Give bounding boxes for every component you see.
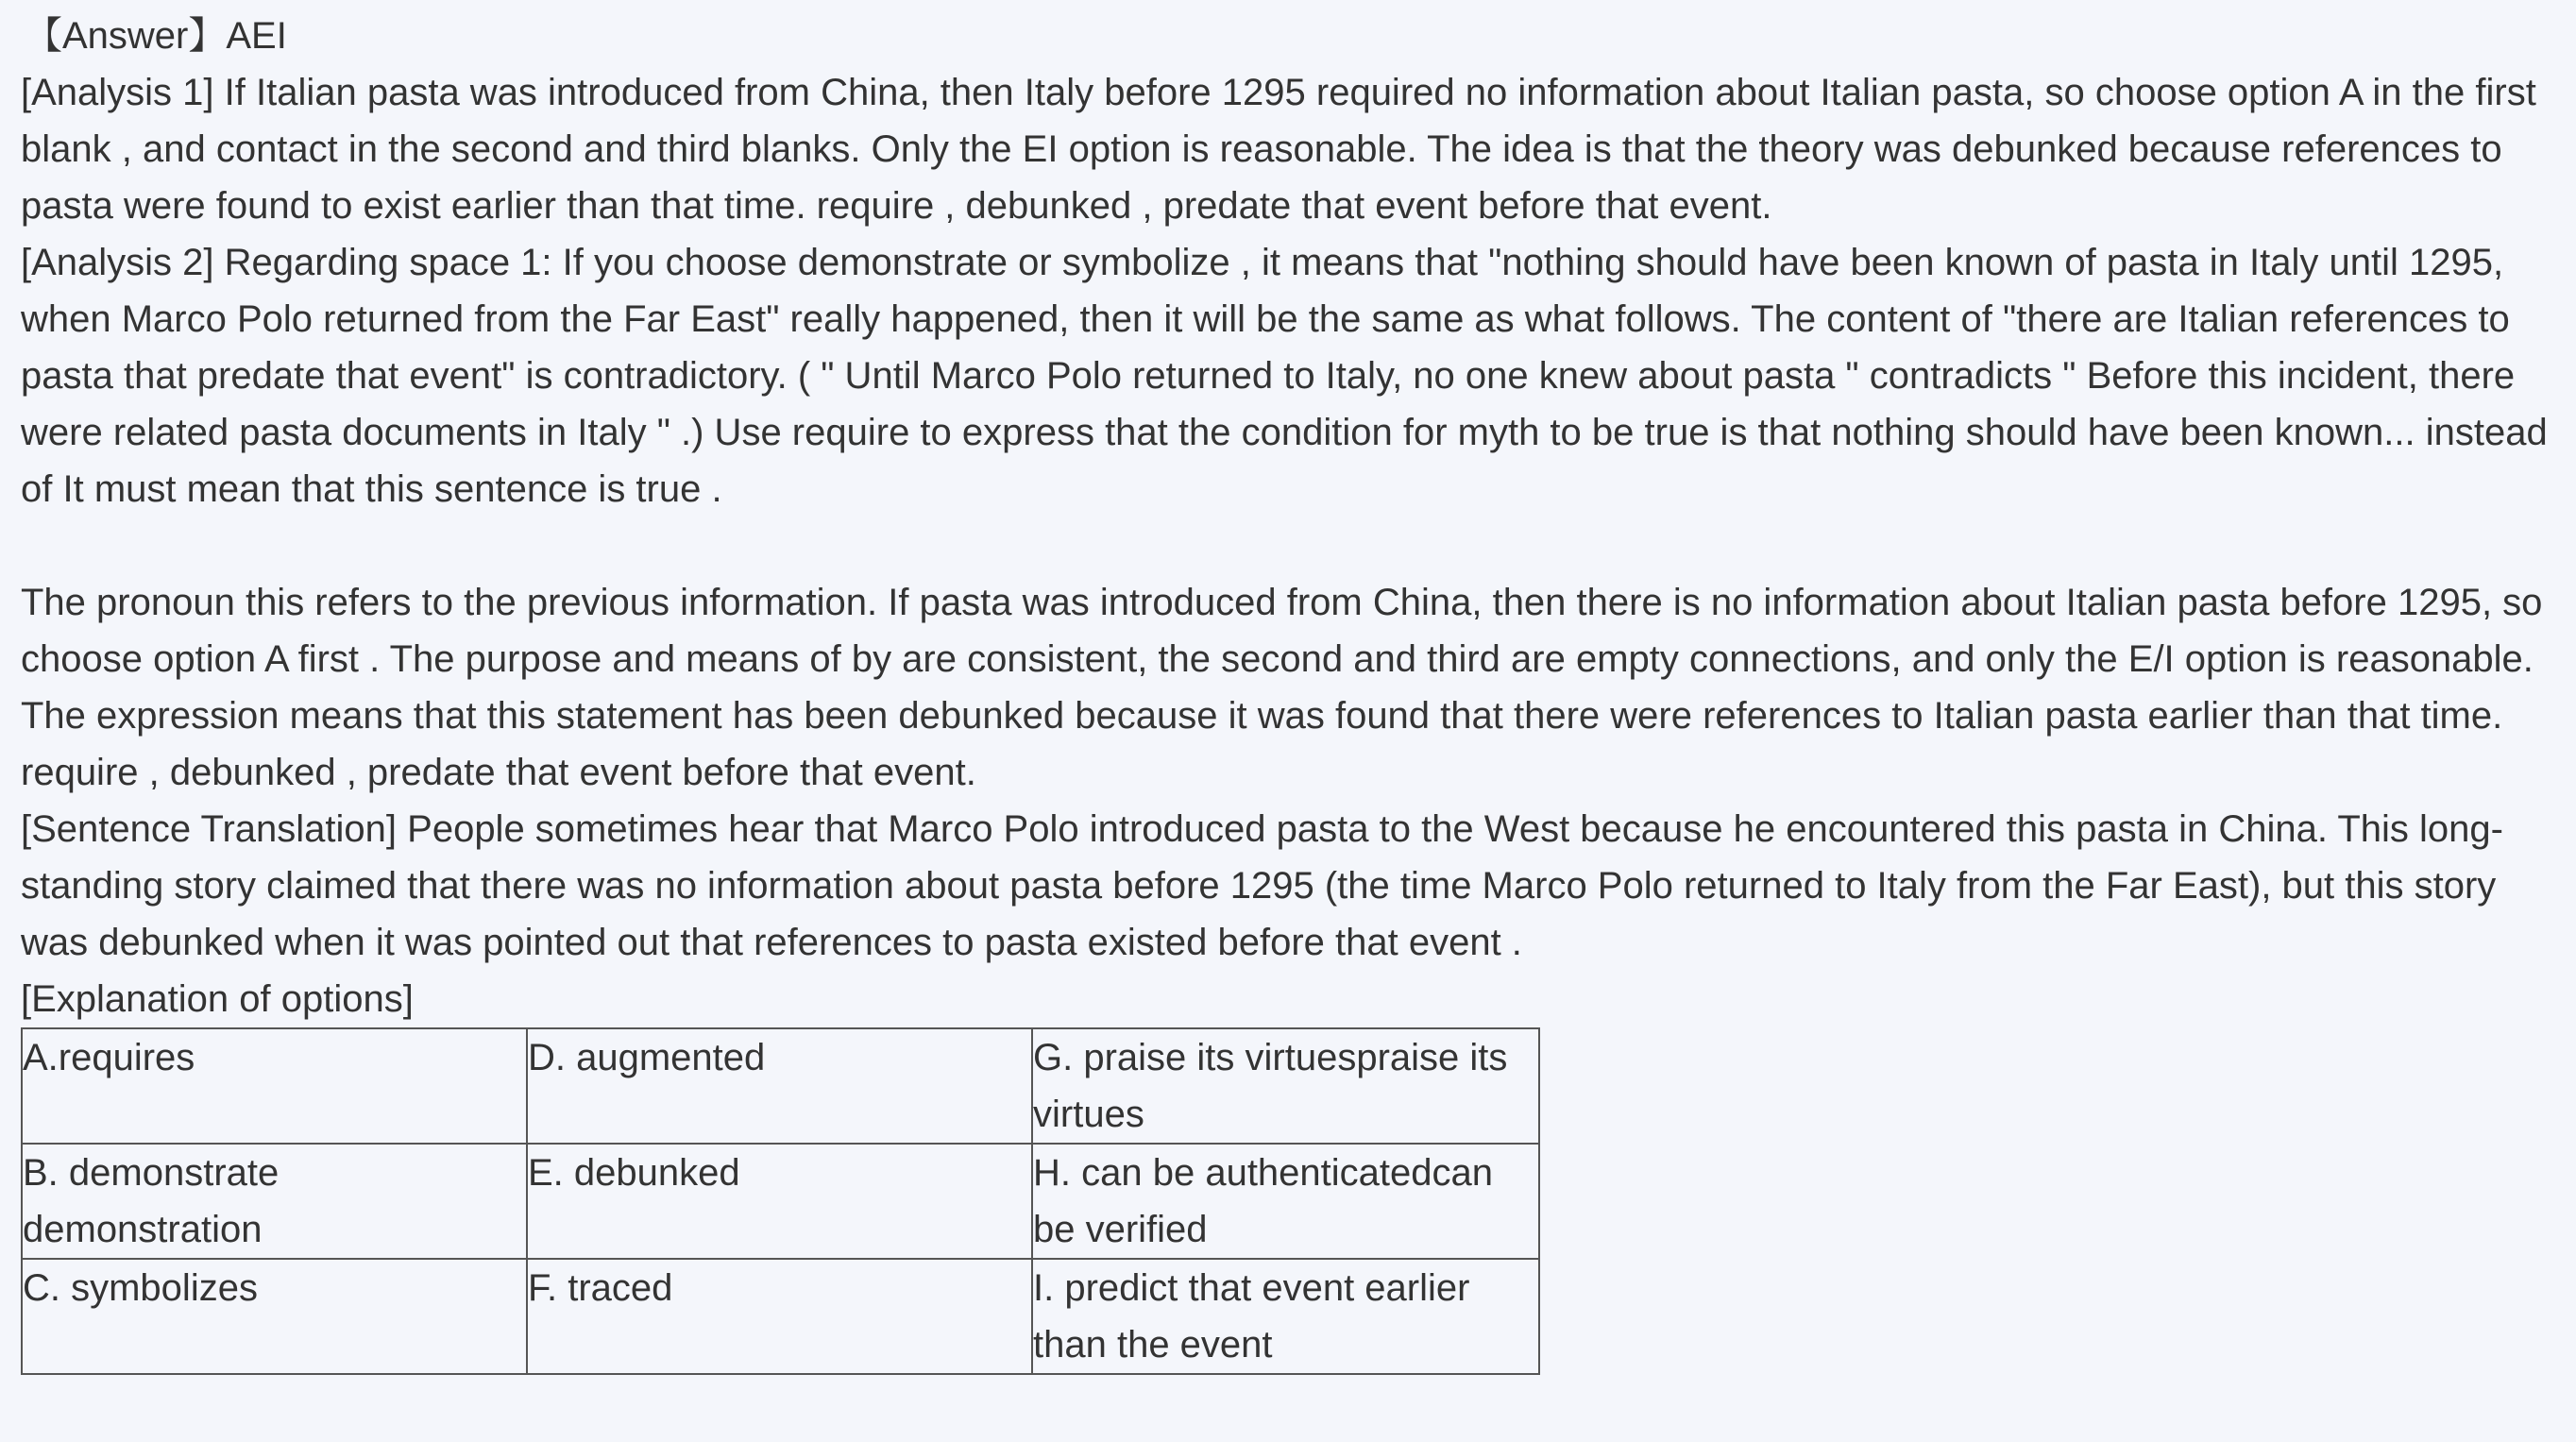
- paragraph-spacer: [21, 517, 2555, 574]
- analysis-2-paragraph: [Analysis 2] Regarding space 1: If you choose demonstrate or symbolize , it means that "nothing should have been known of pasta in Italy until 1295, when Marco Polo returned from the Far East" really happened, then it will be the same as what follows. The content of "there are Italian references to pasta that predate that event" is contradictory. ( " Until Marco Polo returned to Italy, no one knew about pasta " contradicts " Before this incident, there were related pasta documents in Italy " .) Use require to express that the condition for myth to be true is that nothing should have been known... instead of It must mean that this sentence is true .: [21, 242, 2548, 510]
- explanation-paragraph: The pronoun this refers to the previous information. If pasta was introduced from China, then there is no information about Italian pasta before 1295, so choose option A first . The purpose and means of by are consistent, the second and third are empty connections, and only the E/I option is reasonable. The expression means that this statement has been debunked because it was found that there were references to Italian pasta earlier than that time. require , debunked , predate that event before that event.: [21, 582, 2543, 793]
- option-g-cell: G. praise its virtuespraise its virtues: [1032, 1028, 1539, 1144]
- table-row: [22, 1028, 1539, 1144]
- option-d-cell: D. augmented: [527, 1028, 1032, 1144]
- answer-line: 【Answer】AEI: [25, 15, 287, 57]
- option-b-cell: B. demonstrate demonstration: [22, 1144, 527, 1259]
- option-i-cell: I. predict that event earlier than the event: [1032, 1259, 1539, 1374]
- options-table: [21, 1027, 1540, 1375]
- option-e-cell: E. debunked: [527, 1144, 1032, 1259]
- options-heading: [Explanation of options]: [21, 978, 414, 1020]
- analysis-1-paragraph: [Analysis 1] If Italian pasta was introduced from China, then Italy before 1295 required no information about Italian pasta, so choose option A in the first blank , and contact in the second and third blanks. Only the EI option is reasonable. The idea is that the theory was debunked because references to pasta were found to exist earlier than that time. require , debunked , predate that event before that event.: [21, 72, 2536, 227]
- option-c-cell: C. symbolizes: [22, 1259, 527, 1374]
- option-f-cell: F. traced: [527, 1259, 1032, 1374]
- option-a-cell: A.requires: [22, 1028, 527, 1144]
- table-row: [22, 1259, 1539, 1374]
- sentence-translation-paragraph: [Sentence Translation] People sometimes hear that Marco Polo introduced pasta to the West because he encountered this pasta in China. This long-standing story claimed that there was no information about pasta before 1295 (the time Marco Polo returned to Italy from the Far East), but this story was debunked when it was pointed out that references to pasta existed before that event .: [21, 808, 2503, 963]
- table-row: [22, 1144, 1539, 1259]
- option-h-cell: H. can be authenticatedcan be verified: [1032, 1144, 1539, 1259]
